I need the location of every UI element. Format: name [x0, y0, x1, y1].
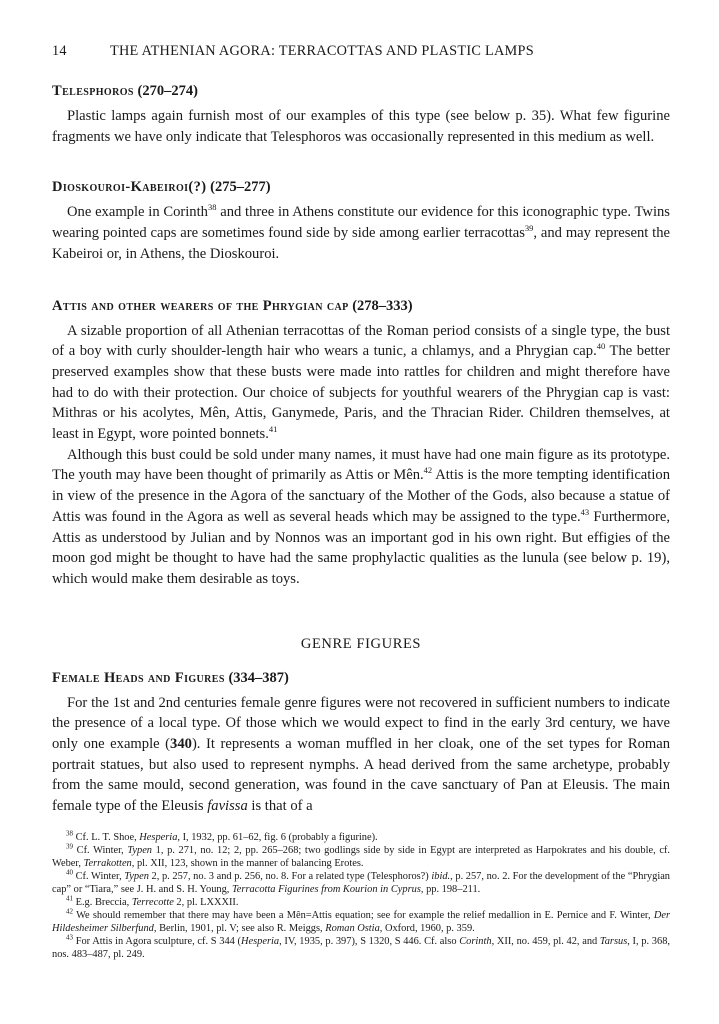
- paragraph: For the 1st and 2nd centuries female genre figures were not recovered in sufficient numbers to indicate the presence of a local type. Of those which we would expect to find in the early 3rd century, we have only one example (340). It represents a woman muffled in her cloak, one of the set types for Roman portrait statues, but also used to represent nymphs. A head derived from the same archetype, probably from the same mould, second generation, was found in the cave sanctuary of Pan at Eleusis. The main female type of the Eleusis favissa is that of a: [52, 694, 670, 815]
- paragraph: A sizable proportion of all Athenian terracottas of the Roman period consists of a single type, the bust of a boy with curly shoulder-length hair who wears a tunic, a chlamys, and a Phrygian cap.$^{40}$ The better preserved examples show that these busts were made into rattles for children and might therefore have had to do with their protection. Our choice of subjects for youthful wearers of the Phrygian cap is vast: Mithras or his acolytes, Mên, Attis, Ganymede, Paris, and the Thracian Rider. Children themselves, at least in Egypt, wore pointed bonnets.$^{41}$: [52, 322, 670, 443]
- running-title: THE ATHENIAN AGORA: TERRACOTTAS AND PLASTIC LAMPS: [110, 43, 534, 59]
- catalogue-number: 340: [170, 736, 192, 753]
- section-dioskouroi: [52, 177, 670, 264]
- footnote-42: $^{42}$ We should remember that there may have been a Mên=Attis equation; see for example the relief medallion in E. Pernice and F. Winter, Der Hildesheimer Silberfund, Berlin, 1901, pl. V; see also R. Meiggs, Roman Ostia, Oxford, 1960, p. 359.: [52, 907, 670, 935]
- footnote-ref[interactable]: 39: [524, 223, 534, 234]
- section-heading: Female Heads and Figures (334–387): [52, 669, 289, 686]
- section-attis: [52, 296, 670, 590]
- footnote-ref[interactable]: 42: [423, 465, 433, 476]
- footnotes: [52, 831, 670, 961]
- chapter-heading: GENRE FIGURES: [300, 635, 422, 652]
- footnote-38: $^{38}$ Cf. L. T. Shoe, Hesperia, I, 1932, pp. 61–62, fig. 6 (probably a figurine).: [66, 829, 378, 843]
- section-heading: Attis and other wearers of the Phrygian cap (278–333): [52, 297, 413, 314]
- section-female-heads: [52, 668, 670, 817]
- running-head: [52, 40, 670, 62]
- section-telesphoros: [52, 81, 670, 147]
- paragraph: Although this bust could be sold under many names, it must have had one main figure as its prototype. The youth may have been thought of primarily as Attis or Mên.$^{42}$ Attis is the more tempting identification in view of the presence in the Agora of the sanctuary of the Mother of the Gods, also because a statue of Attis was found in the Agora as well as several heads which may be assigned to the type.$^{43}$ Furthermore, Attis as understood by Julian and by Nonnos was an important god in his own right. But effigies of the moon god might be thought to have had the same prophylactic qualities as the lunula (see below p. 19), which would make them desirable as toys.: [52, 446, 670, 587]
- footnote-ref[interactable]: 43: [580, 506, 590, 517]
- footnote-41: $^{41}$ E.g. Breccia, Terrecotte 2, pl. LXXXII.: [66, 894, 239, 909]
- page-number: 14: [52, 43, 67, 59]
- section-heading: Dioskouroi-Kabeiroi(?) (275–277): [52, 179, 271, 196]
- footnote-ref[interactable]: 40: [596, 341, 606, 352]
- footnote-ref[interactable]: 41: [268, 424, 278, 435]
- paragraph: Plastic lamps again furnish most of our examples of this type (see below p. 35). What few figurine fragments we have only indicate that Telesphoros was occasionally represented in this medium as well.: [52, 108, 670, 145]
- footnote-40: $^{40}$ Cf. Winter, Typen 2, p. 257, no. 3 and p. 256, no. 8. For a related type (Telesphoros?) ibid., p. 257, no. 2. For the development of the “Phrygian cap” or “Tiara,” see J. H. and S. H. Young, Terracotta Figurines from Kourion in Cyprus, pp. 198–211.: [52, 868, 671, 896]
- footnote-ref[interactable]: 38: [207, 202, 217, 213]
- section-heading: Telesphoros (270–274): [52, 83, 198, 99]
- page: [52, 40, 670, 961]
- footnote-43: $^{43}$ For Attis in Agora sculpture, cf. S 344 (Hesperia, IV, 1935, p. 397), S 1320, S 446. Cf. also Corinth, XII, no. 459, pl. 42, and Tarsus, I, p. 368, nos. 483–487, pl. 249.: [52, 933, 670, 961]
- footnote-39: $^{39}$ Cf. Winter, Typen 1, p. 271, no. 12; 2, pp. 265–268; two godlings side by side in Egypt are interpreted as Harpokrates and his double, cf. Weber, Terrakotten, pl. XII, 123, shown in the manner of balancing Erotes.: [52, 842, 670, 869]
- paragraph: One example in Corinth$^{38}$ and three in Athens constitute our evidence for this iconographic type. Twins wearing pointed caps are sometimes found side by side among earlier terracottas$^{39}$, and may represent the Kabeiroi or, in Athens, the Dioskouroi.: [52, 202, 670, 262]
